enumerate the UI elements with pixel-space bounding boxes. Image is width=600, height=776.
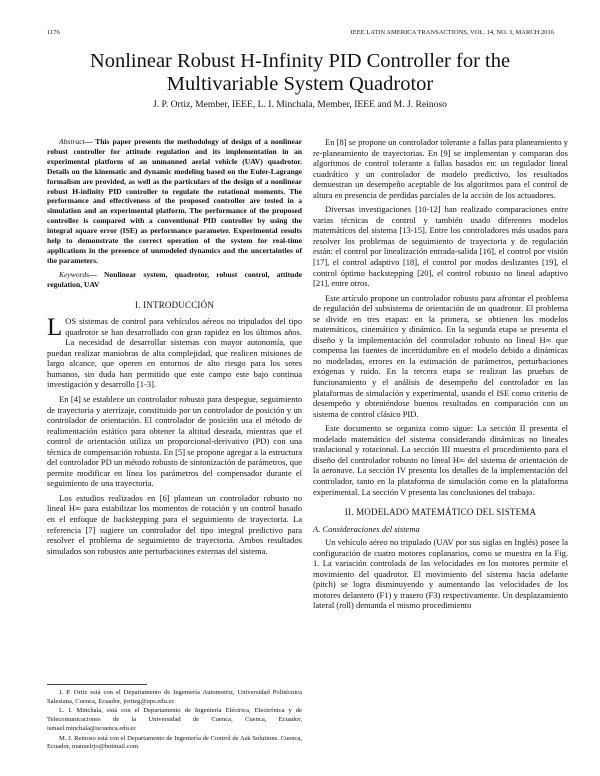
- abstract-label: Abstract: [59, 137, 85, 146]
- section2-paragraph-1: Un vehículo aéreo no tripulado (UAV por sus siglas en Inglés) posee la configuración de cuatro motores coplanarios, como se muestra en la Fig. 1. La variación controlada de las velocidades en los motores permite el movimiento del quadrotor. El movimiento del sistema hacia adelante (pitch) se logra disminuyendo y aumentando las velocidades de los motores delantero (F1) y trasero (F3) respectivamente. Un desplazamiento lateral (roll) demanda el mismo procedimiento: [313, 537, 568, 611]
- intro-paragraph-6: Este artículo propone un controlador robusto para afrontar el problema de regulación del subsistema de orientación de un quadrotor. El problema se divide en tres etapas: en la primera, se obtienen los modelos matemáticos, cinemático y dinámico. En la segunda etapa se presenta el diseño y la implementación del controlador robusto no lineal H∞ que compensa las fuentes de incertidumbre en el modelo debido a dinámicas no modeladas, errores en la estimación de parámetros, perturbaciones exógenas y ruido. En la tercera etapa se realizan las pruebas de funcionamiento y el análisis de desempeño del controlador en las plataformas de simulación y experimental, usando el ISE como criterio de desempeño y obteniéndose buenos resultados en comparación con un sistema de control clásico PID.: [313, 292, 568, 419]
- keywords-text: — Nonlinear system, quadrotor, robust control, attitude regulation, UAV: [47, 269, 302, 289]
- drop-cap: L: [47, 314, 63, 342]
- intro-paragraph-7: Este documento se organiza como sigue: La sección II presenta el modelado matemático del sistema considerando dinámicas no lineales traslacional y rotacional. La sección III muestra el procedimiento para el diseño del controlador robusto no lineal H∞ del sistema de orientación de la aeronave. La sección IV presenta los detalles de la implementación del controlador, tanto en la plataforma de simulación como en la plataforma experimental. La sección V presenta las conclusiones del trabajo.: [313, 423, 568, 497]
- intro-paragraph-2: En [4] se establece un controlador robusto para despegue, seguimiento de trayectoria y aterrizaje, constituido por un controlador de posición y un controlador de orientación. El controlador de posición usa el método de realimentación estático para obtener la altitud deseada, mientras que el control de orientación utiliza un proporcional-derivativo (PD) con una técnica de compensación robusta. En [5] se propone agregar a la estructura del controlador PD un método robusto de sintonización de parámetros, que permite modificar en línea los parámetros del compensador durante el seguimiento de una trayectoria.: [47, 393, 302, 489]
- author-line: J. P. Ortiz, Member, IEEE, L. I. Minchala, Member, IEEE and M. J. Reinoso: [153, 99, 447, 110]
- footnotes: [47, 684, 302, 753]
- abstract-text: — This paper presents the methodology of design of a nonlinear robust controller for attitude regulation and its implementation in an experimental platform of an unmanned aerial vehicle (UAV) quadrotor. Details on the kinematic and dynamic modeling based on the Euler-Lagrange formalism are provided, as well as the particulars of the design of a nonlinear robust H-infinity PID controller to regulate the rotational moments. The performance and effectiveness of the proposed controller are tested in a simulation and an experimental platform. The performance of the proposed controller is compared with a conventional PID controller by using the integral square error (ISE) as performance parameter. Experimental results help to demonstrate the correct operation of the system for real-time applications in the presence of unmodeled dynamics and the uncertainties of the parameters.: [47, 137, 302, 265]
- footnote-rule: [47, 684, 147, 685]
- subsection-heading: A. Consideraciones del sistema: [313, 523, 420, 534]
- paper-title: Nonlinear Robust H-Infinity PID Controller for the Multivariable System Quadrotor: [89, 50, 511, 95]
- page-number: 1176: [47, 29, 60, 36]
- abstract: [47, 137, 302, 266]
- footnote-3: M. J. Reinoso está con el Departamento de Ingeniería de Control de Ask Solutions. Cuenca, Ecuador, manuelrjo@hotmail.com.: [47, 734, 302, 751]
- footnote-2: L. I. Minchala, está con el Departamento de Ingeniería Eléctrica, Electrónica y de Telecomunicaciones de la Universidad de Cuenca, Cuenca, Ecuador, ismael.minchala@ucuenca.edu.ec: [47, 707, 302, 732]
- left-column: [47, 137, 302, 556]
- footnote-1: J. P. Ortiz está con el Departamento de Ingeniería Automotriz, Universidad Politécnica Salesiana, Cuenca, Ecuador, jortizg@ups.edu.ec: [47, 689, 302, 705]
- intro-paragraph-1-text: OS sistemas de control para vehículos aéreos no tripulados del tipo quadrotor se han desarrollado con gran rapidez en los últimos años. La necesidad de desarrollar sistemas con mayor autonomía, que puedan realizar maniobras de alta complejidad, que realicen misiones de largo alcance, que operen en entornos de alto riesgo para los seres humanos, sin duda han permitido que este campo este bajo continua investigación y desarrollo [1-3].: [47, 316, 302, 390]
- intro-paragraph-5: Diversas investigaciones [10-12] han realizado comparaciones entre varias técnicas de control y también usado diferentes modelos matemáticos del sistema [13-15]. Entre los controladores más usados para resolver los problemas de seguimiento de trayectoria y de regulación están: el control por linealización entrada-salida [16], el control por visión [17], el control adaptivo [18], el control por modos deslizantes [19], el control óptimo backstepping [20], el control robusto no lineal adaptivo [21], entre otros.: [313, 204, 568, 289]
- running-header: IEEE LATIN AMERICA TRANSACTIONS, VOL. 14, NO. 3, MARCH 2016: [350, 29, 554, 36]
- intro-paragraph-3: Los estudios realizados en [6] plantean un controlador robusto no lineal H∞ para estabilizar los momentos de rotación y un control basado en el enfoque de backstepping para el seguimiento de trayectoria. La referencia [7] sugiere un controlador del tipo integral predictivo para resolver el problema de seguimiento de trayectoria. Ambos resultados simulados son robustos ante perturbaciones externas del sistema.: [47, 492, 302, 556]
- intro-paragraph-1: [47, 316, 302, 390]
- keywords-label: Keywords: [59, 269, 90, 279]
- section-heading-modelado: II. MODELADO MATEMÁTICO DEL SISTEMA: [344, 507, 537, 518]
- right-column: [313, 137, 568, 611]
- keywords: [47, 270, 302, 290]
- section-heading-introduction: I. INTRODUCCIÓN: [135, 299, 214, 310]
- intro-paragraph-4: En [8] se propone un controlador tolerante a fallas para planeamiento y re-planeamiento de trayectorias. En [9] se implementan y comparan dos algoritmos de control tolerante a fallas basados en: un regulador lineal cuadrático y un controlador de modelo predictivo, los resultados demuestran un desempeño aceptable de los algoritmos para el control de altura en presencia de perdidas parciales de la acción de los actuadores.: [313, 137, 568, 200]
